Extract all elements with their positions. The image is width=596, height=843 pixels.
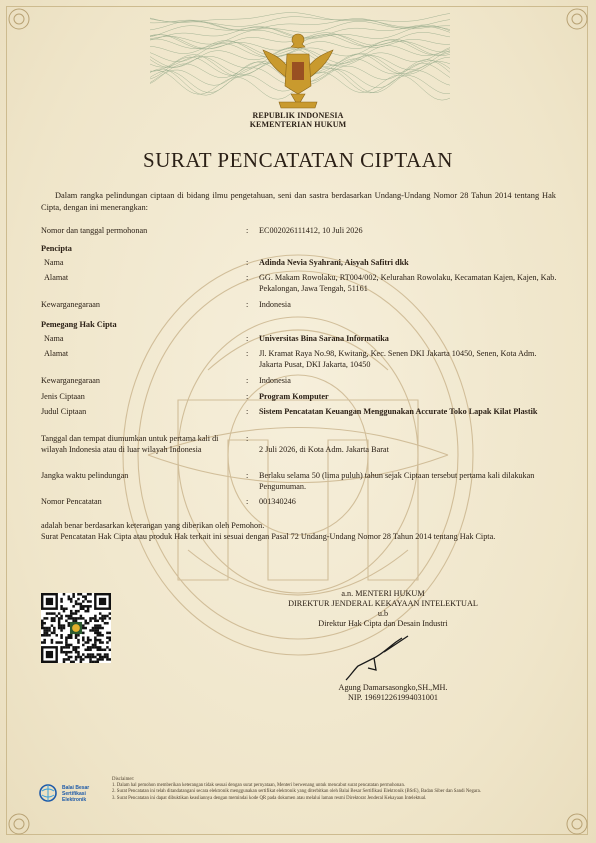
colon: : xyxy=(246,300,249,309)
signer-name: Agung Damarsasongko,SH.,MH. xyxy=(338,683,448,692)
application-label: Nomor dan tanggal permohonan xyxy=(41,226,148,235)
colon: : xyxy=(246,376,249,385)
creator-name-value: Adinda Nevia Syahrani, Aisyah Safitri dkk xyxy=(259,258,409,267)
handwritten-signature xyxy=(338,630,418,684)
colon: : xyxy=(246,434,249,443)
colon: : xyxy=(246,273,249,282)
colon: : xyxy=(246,349,249,358)
creator-section-heading: Pencipta xyxy=(41,244,72,253)
creator-nationality-label: Kewarganegaraan xyxy=(41,300,100,309)
colon: : xyxy=(246,258,249,267)
holder-nationality-value: Indonesia xyxy=(259,376,291,385)
work-title-label: Judul Ciptaan xyxy=(41,407,87,416)
bsre-line-2: Sertifikasi xyxy=(62,791,86,797)
creator-nationality-value: Indonesia xyxy=(259,300,291,309)
colon: : xyxy=(246,334,249,343)
disclaimer xyxy=(112,777,562,802)
holder-nationality-label: Kewarganegaraan xyxy=(41,376,100,385)
ministry-heading: KEMENTERIAN HUKUM xyxy=(249,120,347,129)
closing-text xyxy=(41,520,556,542)
announce-value: 2 Juli 2026, di Kota Adm. Jakarta Barat xyxy=(259,445,389,454)
colon: : xyxy=(246,226,249,235)
intro-paragraph: Dalam rangka pelindungan ciptaan di bidang ilmu pengetahuan, seni dan sastra berdasarkan Undang-Undang Nomor 28 Tahun 2014 tentang Hak Cipta, dengan ini menerangkan: xyxy=(41,191,556,212)
creator-address-label: Alamat xyxy=(44,273,69,282)
signature-line-2: DIREKTUR JENDERAL KEKAYAAN INTELEKTUAL xyxy=(288,599,478,608)
holder-name-value: Universitas Bina Sarana Informatika xyxy=(259,334,389,343)
period-label: Jangka waktu pelindungan xyxy=(41,471,129,480)
holder-name-label: Nama xyxy=(44,334,64,343)
qr-code[interactable] xyxy=(41,593,111,663)
work-type-label: Jenis Ciptaan xyxy=(41,392,85,401)
disclaimer-item: 1. Dalam hal pemohon memberikan keterangan tidak sesuai dengan surat pernyataan, Menteri berwenang untuk mencabut surat pencatatan permohonan. xyxy=(112,783,406,789)
bsre-logo xyxy=(38,783,108,807)
creator-address-value: GG. Makam Rowolaku, RT004/002, Kelurahan Rowolaku, Kecamatan Kajen, Kajen, Kab. Pekalongan, Jawa Tengah, 51161 xyxy=(259,273,557,293)
work-type-value: Program Komputer xyxy=(259,392,329,401)
record-label: Nomor Pencatatan xyxy=(41,497,102,506)
bsre-globe-icon xyxy=(38,783,58,803)
announce-label: Tanggal dan tempat diumumkan untuk pertama kali di wilayah Indonesia atau di luar wilayah Indonesia xyxy=(41,434,219,454)
disclaimer-item: 3. Surat Pencatatan ini dapat dibuktikan keasliannya dengan memindai kode QR pada dokumen atau melalui laman resmi Direktorat Jenderal Kekayaan Intelektual. xyxy=(112,795,427,801)
signer-nip: NIP. 196912261994031001 xyxy=(347,693,439,702)
holder-section-heading: Pemegang Hak Cipta xyxy=(41,320,117,329)
colon: : xyxy=(246,497,249,506)
bsre-line-3: Elektronik xyxy=(62,797,87,803)
colon: : xyxy=(246,392,249,401)
corner-ornament-top-left xyxy=(6,6,32,32)
period-value: Berlaku selama 50 (lima puluh) tahun sejak Ciptaan tersebut pertama kali dilakukan Pengumuman. xyxy=(259,471,535,491)
signature-line-4: Direktur Hak Cipta dan Desain Industri xyxy=(318,619,448,628)
application-value: EC002026111412, 10 Juli 2026 xyxy=(259,226,363,235)
corner-ornament-bottom-right xyxy=(564,811,590,837)
republic-heading: REPUBLIK INDONESIA xyxy=(252,111,344,120)
disclaimer-heading: Disclaimer: xyxy=(112,777,135,782)
page-title: SURAT PENCATATAN CIPTAAN xyxy=(143,148,453,172)
holder-address-label: Alamat xyxy=(44,349,69,358)
holder-address-value: Jl. Kramat Raya No.98, Kwitang, Kec. Senen DKI Jakarta 10450, Senen, Kota Adm. Jakarta Pusat, DKI Jakarta, 10450 xyxy=(259,349,537,369)
closing-line-1: adalah benar berdasarkan keterangan yang diberikan oleh Pemohon. xyxy=(41,521,265,530)
colon: : xyxy=(246,407,249,416)
work-title-value: Sistem Pencatatan Keuangan Menggunakan Accurate Toko Lapak Kilat Plastik xyxy=(259,407,538,416)
closing-line-2: Surat Pencatatan Hak Cipta atau produk Hak terkait ini sesuai dengan Pasal 72 Undang-Undang Nomor 28 Tahun 2014 tentang Hak Cipta. xyxy=(41,532,496,541)
signature-line-3: u.b xyxy=(377,609,389,618)
garuda-emblem-icon xyxy=(257,28,339,112)
colon: : xyxy=(246,471,249,480)
signature-line-1: a.n. MENTERI HUKUM xyxy=(341,589,425,598)
creator-name-label: Nama xyxy=(44,258,64,267)
corner-ornament-top-right xyxy=(564,6,590,32)
disclaimer-item: 2. Surat Pencatatan ini telah ditandatangani secara elektronik menggunakan sertifikat elektronik yang diterbitkan oleh Balai Besar Sertifikasi Elektronik (BSrE), Badan Siber dan Sandi Negara. xyxy=(112,789,481,795)
record-value: 001340246 xyxy=(259,497,296,506)
bsre-line-1: Balai Besar xyxy=(62,785,90,791)
corner-ornament-bottom-left xyxy=(6,811,32,837)
